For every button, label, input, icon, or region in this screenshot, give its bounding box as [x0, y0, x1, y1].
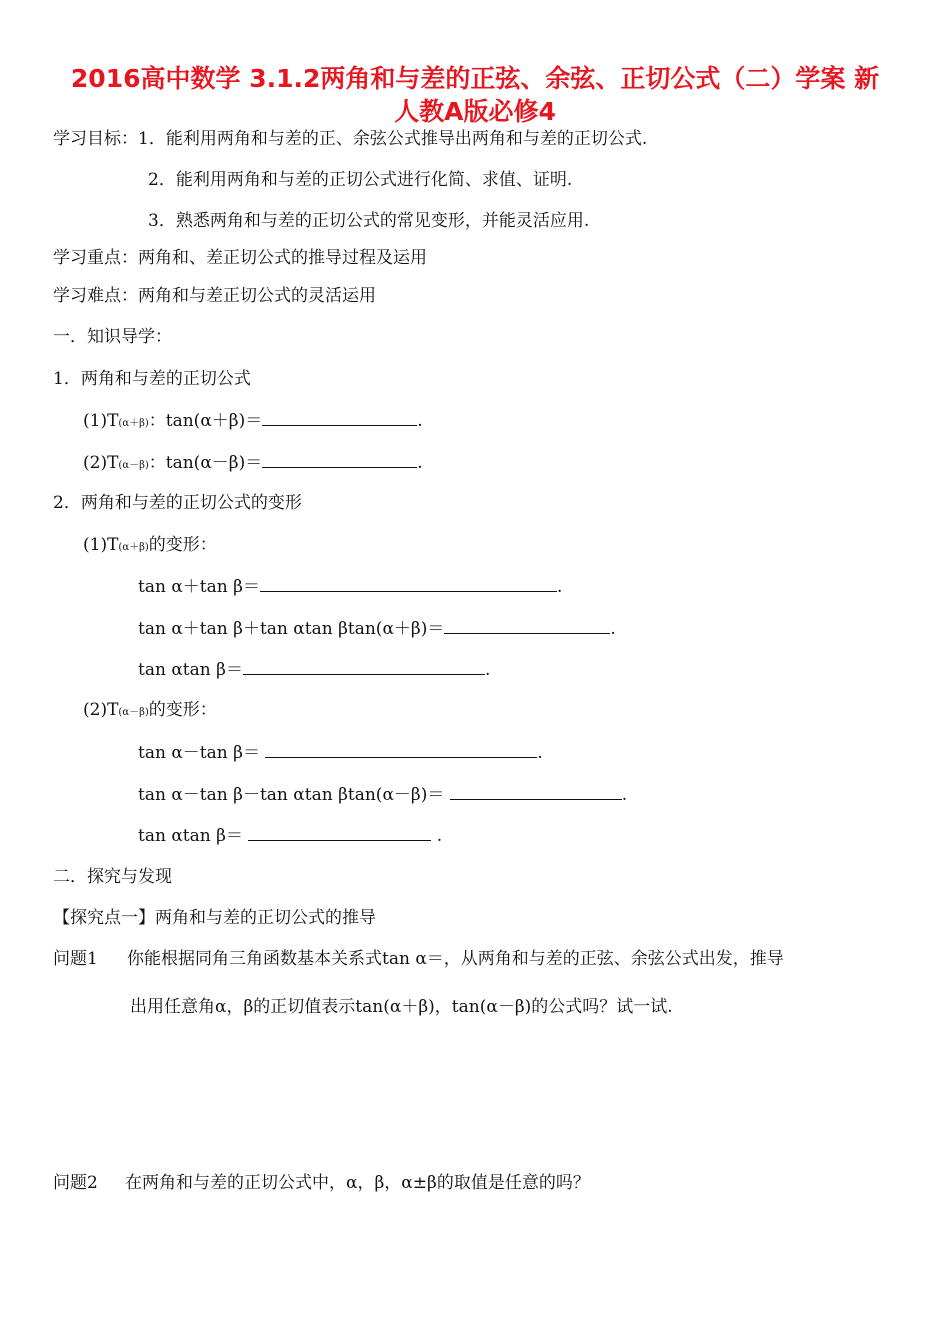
formula-subscript: (α＋β) [118, 418, 149, 429]
question-1-line-2: 出用任意角α，β的正切值表示tan(α＋β)，tan(α－β)的公式吗？试一试. [130, 997, 673, 1017]
variant-suffix: 的变形： [148, 700, 217, 720]
variant-subscript: (α＋β) [118, 542, 149, 553]
period: . [621, 785, 628, 805]
variant-sum-b [138, 617, 616, 640]
objective-item-3: 3．熟悉两角和与差的正切公式的常见变形，并能灵活应用. [148, 211, 590, 231]
objectives-label: 学习目标： [53, 129, 138, 149]
question-1-line-1: 你能根据同角三角函数基本关系式tan α＝，从两角和与差的正弦、余弦公式出发，推导 [127, 949, 784, 969]
answer-blank[interactable] [262, 409, 417, 426]
period: . [556, 577, 563, 597]
variant-expression: tan αtan β＝ [138, 660, 243, 680]
formula-expression: ：tan(α－β)＝ [148, 453, 263, 473]
question-1-label: 问题1 [53, 949, 98, 969]
variant-expression: tan α＋tan β＝ [138, 577, 260, 597]
period: . [417, 453, 423, 473]
key-point: 学习重点：两角和、差正切公式的推导过程及运用 [53, 248, 427, 268]
variant-diff-heading [83, 699, 217, 724]
variant-prefix: (2)T [83, 700, 119, 720]
difficulty: 学习难点：两角和与差正切公式的灵活运用 [53, 286, 376, 306]
formula-prefix: (1)T [83, 411, 119, 431]
answer-blank[interactable] [262, 451, 417, 468]
variant-diff-a [138, 741, 543, 764]
variant-sum-c [138, 658, 490, 681]
formula-prefix: (2)T [83, 453, 119, 473]
answer-blank[interactable] [248, 824, 431, 841]
formula-expression: ：tan(α＋β)＝ [148, 411, 263, 431]
section-1-item-1-heading: 1．两角和与差的正切公式 [53, 369, 251, 389]
section-2-heading: 二．探究与发现 [53, 867, 172, 887]
period: . [417, 411, 423, 431]
variant-diff-c [138, 824, 442, 847]
objectives-line-1 [53, 128, 647, 150]
period: . [610, 619, 616, 639]
variant-expression: tan αtan β＝ [138, 826, 249, 846]
answer-blank[interactable] [450, 783, 622, 800]
answer-blank[interactable] [260, 575, 557, 592]
variant-expression: tan α－tan β＝ [138, 743, 266, 763]
explore-point-1: 【探究点一】两角和与差的正切公式的推导 [53, 908, 376, 928]
variant-expression: tan α－tan β－tan αtan βtan(α－β)＝ [138, 785, 450, 805]
question-2-text: 在两角和与差的正切公式中，α，β，α±β的取值是任意的吗？ [125, 1173, 590, 1193]
period: . [537, 743, 543, 763]
title-line-2: 人教A版必修4 [394, 97, 556, 126]
formula-subscript: (α－β) [118, 460, 149, 471]
variant-sum-heading [83, 534, 217, 559]
variant-expression: tan α＋tan β＋tan αtan βtan(α＋β)＝ [138, 619, 445, 639]
formula-tan-sum [83, 409, 423, 435]
page-title [40, 62, 910, 128]
question-2-label: 问题2 [53, 1173, 98, 1193]
answer-blank[interactable] [444, 617, 610, 634]
variant-subscript: (α－β) [118, 707, 149, 718]
variant-sum-a [138, 575, 562, 598]
variant-diff-b [138, 783, 627, 806]
period: . [431, 826, 443, 846]
period: . [484, 660, 491, 680]
section-1-item-2-heading: 2．两角和与差的正切公式的变形 [53, 493, 302, 513]
formula-tan-diff [83, 451, 423, 477]
answer-blank[interactable] [265, 741, 537, 758]
variant-suffix: 的变形： [148, 535, 217, 555]
objective-item-1: 1．能利用两角和与差的正、余弦公式推导出两角和与差的正切公式. [138, 129, 648, 149]
objective-item-2: 2．能利用两角和与差的正切公式进行化简、求值、证明. [148, 170, 573, 190]
section-1-heading: 一．知识导学： [53, 327, 172, 347]
variant-prefix: (1)T [83, 535, 119, 555]
answer-blank[interactable] [243, 658, 485, 675]
title-line-1: 2016高中数学 3.1.2两角和与差的正弦、余弦、正切公式（二）学案 新 [70, 64, 880, 93]
